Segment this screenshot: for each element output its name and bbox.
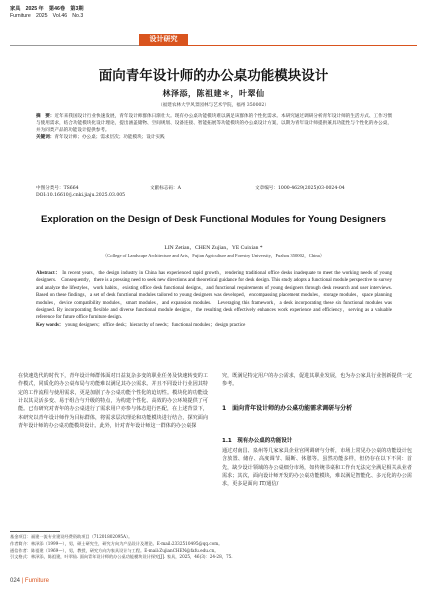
footnote-citation: 引文格式：林泽添，陈祖建，叶翠仙. 面向青年设计师的办公桌功能模块设计探究[J]. 家具，2025，46(3)：24-28，75.: [10, 554, 233, 560]
document-code: 文献标志码：A: [150, 186, 181, 191]
abstract-text-en: In recent years，the design industry in China has experienced rapid growth，rendering traditional office desks inadequate to meet the working needs of young designers. Consequently，there is a pressing need to seek new directions and theoretical guidance for desk design. This study adopts a functional module perspective to survey and analyze the lifestyles，work habits，existing office desk functional designs，and functional requirements of young designers through desk research and user interviews. Based on these findings，a set of desk functional modules tailored to young designers was developed，encompassing placement modules，storage modules，space planning modules，device compatibility modules，smart modules，and expansion modules. Leveraging this framework，a desk incorporating these six functional modules was designed. By incorporating flexible and diverse functional module designs，the resulting desk effectively enhances work experience and efficiency，serving as a valuable reference for future office furniture design.: [36, 271, 393, 321]
page-number: 024: [10, 578, 21, 584]
header-rule: [10, 45, 139, 46]
body-right-intro: 究，既满足特定用户的办公需求，促进其职业发展，也为办公家具行业创新提供一定参考。: [222, 373, 412, 388]
body-right-column: 通过对南昌、泉州等几家家具企业官网调研与分析，市场上常见办公桌的功能设计包含放置、储存、高度调节、隔断、休憩等。虽然功能多样，但仍存在以下不同：首先，缺少设计领域的办公桌细分市场，如传统书桌和工作台无法完全满足相关从业者需求；其次，面向设计师开发的办公桌功能模块，难以满足智能化、多元化的办公需求，更多是面向 IT/通信/: [222, 448, 412, 488]
keywords-zh: [36, 134, 392, 141]
authors-zh: 林泽添，陈祖建＊，叶翠仙: [162, 88, 265, 98]
abstract-zh: [36, 113, 392, 141]
keywords-label-en: Key words：: [36, 322, 64, 328]
authors-en: LIN Zetian，CHEN Zujian，YE Cuixian *: [164, 245, 263, 251]
clc-number: 中图分类号：TS664: [36, 186, 79, 191]
affiliation-en: （College of Landscape Architecture and Arts，Fujian Agriculture and Forestry University，Fuzhou 350002，China）: [102, 253, 325, 258]
abstract-label-en: Abstract：: [36, 271, 61, 276]
section-heading-1-1: 1.1 现有办公桌的功能设计: [222, 438, 293, 444]
section-heading-1: 1 面向青年设计师的办公桌功能需求调研与分析: [222, 405, 353, 412]
page-footer: [10, 578, 49, 584]
doi: DOI:10.16610/j.cnki.jiaju.2025.03.005: [36, 193, 126, 198]
abstract-en: [36, 270, 392, 329]
abstract-text-zh: 近年来我国设计行业快速发展，青年设计师群体日渐壮大。现有办公桌功能模块难以满足该群体的个性化需求。本研究通过调研分析青年设计师的生活方式、工作习惯与使用需求，结合功能模块化设计理论，提出涵盖储物、空间规划、设备连接、智能拓展等功能模块的办公桌设计方案，以期为青年设计师提供兼具功能性与个性化的办公桌，并为同类产品的功能设计提供参考。: [36, 114, 392, 134]
affiliation-zh: （福建农林大学风景园林与艺术学院，福州 350002）: [158, 103, 269, 108]
keywords-text-en: young designers；office desk；hierarchy of needs；functional modules；design practice: [65, 322, 246, 328]
footnotes: [10, 534, 410, 561]
section-tag: 设计研究: [139, 34, 188, 45]
section-rule: [139, 45, 417, 46]
footnote-corresponding: 通信作者：陈祖建（1969—），男，教授，研究方向为家具设计与工程。E-mail:ZujianCHEN@fafu.edu.cn。: [10, 547, 219, 553]
body-left-column: 在快速迭代的时代下，青年设计师群体面对日益复杂多变的职业任务及快速转变的工作模式，同质化的办公桌布局与功能难以满足其办公需求。并且不同设计行业因其特定的工作流程与使用需求，更是加剧了办公桌功能个性化的迫切性。模块化的功能设计以其灵活多变、易于组合与升级的特点，为构建个性化、高效的办公环境提供了可能。已有研究对青年的办公桌进行了需求用户亦参与体态进行匹配，在上述背景下，本研究以青年设计师作为目标群体，将需求层次理论和功能模块进行结合，探究面向青年设计师的办公桌功能模块设计。此外，针对青年设计师这一群体的办公桌探: [18, 373, 208, 430]
journal-issue-en: Furniture 2025 Vol.46 No.3: [10, 13, 84, 19]
article-title-zh: 面向青年设计师的办公桌功能模块设计: [98, 68, 329, 84]
footnote-author: 作者简介：林泽添（1999—），男，硕士研究生，研究方向为产品设计及理论。E-mail:2332510495@qq.com。: [10, 540, 223, 546]
footer-separator: |: [20, 578, 25, 584]
keywords-text-zh: 青年设计师；办公桌；需求层次；功能模块；设计实践: [54, 135, 165, 141]
abstract-label-zh: 摘 要：: [36, 114, 55, 119]
footnote-fund: 基金项目：福建一流专业建设经费资助项目（71201802095A）。: [10, 534, 133, 539]
journal-header: [10, 6, 84, 20]
footnote-rule: [10, 531, 60, 532]
article-title-en: Exploration on the Design of Desk Functional Modules for Young Designers: [40, 214, 387, 225]
journal-brand: Furniture: [24, 578, 49, 584]
keywords-en: [36, 322, 392, 329]
keywords-label-zh: 关键词：: [36, 135, 55, 141]
journal-issue-zh: 家具 2025 年 第46卷 第3期: [10, 6, 84, 12]
article-number: 文章编号：1000-4629(2025)03-0024-04: [255, 186, 345, 191]
